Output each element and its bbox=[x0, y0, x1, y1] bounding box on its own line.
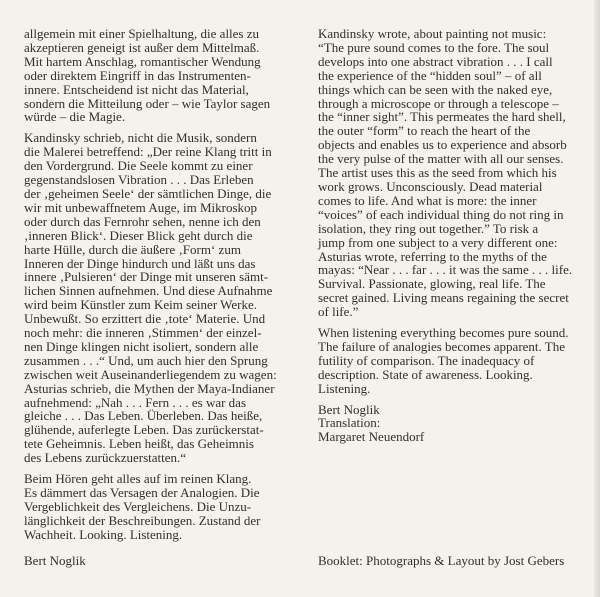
text-line: Survival. Passionate, glowing, real life. The bbox=[318, 276, 546, 292]
text-line: Unbewußt. So erzittert die ‚tote‘ Materie. Und bbox=[24, 311, 266, 327]
text-line: futility of comparison. The inadequacy of bbox=[318, 352, 535, 368]
text-line: things which can be seen with the naked eye, bbox=[318, 81, 553, 97]
paragraph bbox=[318, 403, 583, 445]
text-line: zwischen weit Auseinanderliegendem zu wagen: bbox=[24, 366, 277, 382]
paragraph bbox=[318, 27, 583, 319]
text-line: innere ‚Pulsieren‘ der Dinge mit unseren sämt- bbox=[24, 269, 269, 285]
paragraph bbox=[24, 27, 294, 124]
text-line: tete Geheimnis. Leben heißt, das Geheimnis bbox=[24, 436, 254, 452]
text-line: the experience of the “hidden soul” – of all bbox=[318, 67, 542, 83]
text-line: objects and enables us to experience and absorb bbox=[318, 137, 567, 153]
text-line: the outer “form” to reach the heart of the bbox=[318, 123, 531, 139]
german-text-column bbox=[24, 27, 294, 549]
text-line: Beim Hören geht alles auf im reinen Klang. bbox=[24, 471, 252, 487]
text-line: work grows. Unconsciously. Dead material bbox=[318, 178, 543, 194]
text-line: allgemein mit einer Spielhaltung, die alles zu bbox=[24, 26, 260, 41]
text-line: der ‚geheimen Seele‘ der sämtlichen Dinge, die bbox=[24, 185, 272, 201]
text-line: zusammen . . .“ Und, um auch hier den Sprung bbox=[24, 352, 268, 368]
text-line: jump from one subject to a very different one: bbox=[318, 234, 558, 250]
text-line: The artist uses this as the seed from which his bbox=[318, 165, 557, 181]
text-line: develops into one abstract vibration . . . I call bbox=[318, 53, 553, 69]
text-line: Asturias wrote, referring to the myths of the bbox=[318, 248, 547, 264]
text-line: wird beim Künstler zum Keim seiner Werke. bbox=[24, 297, 258, 313]
text-line: lichen Sinnen aufnehmen. Und diese Aufnahme bbox=[24, 283, 273, 299]
text-line: Asturias schrieb, die Mythen der Maya-Indianer bbox=[24, 380, 275, 396]
text-line: isolation, they ring out together.” To risk a bbox=[318, 220, 539, 236]
text-line: des Lebens zurückzuerstatten.“ bbox=[24, 450, 187, 466]
text-line: Vergeblichkeit des Vergleichens. Die Unzu- bbox=[24, 498, 252, 514]
text-line: Inneren der Dinge hindurch und läßt uns das bbox=[24, 255, 256, 271]
text-line: The failure of analogies becomes apparent. The bbox=[318, 338, 566, 354]
text-line: sondern die Mitteilung oder – wie Taylor sagen bbox=[24, 95, 271, 111]
text-line: innere. Entscheidend ist nicht das Material, bbox=[24, 81, 249, 97]
text-line: “voices” of each individual thing do not ring in bbox=[318, 206, 564, 222]
text-line: die Malerei betreffend: „Der reine Klang tritt in bbox=[24, 144, 272, 160]
text-line: secret gained. Living means regaining the secret bbox=[318, 290, 569, 306]
text-line: gegenstandslosen Vibration . . . Das Erleben bbox=[24, 172, 254, 188]
text-line: würde – die Magie. bbox=[24, 109, 126, 125]
text-line: description. State of awareness. Looking. bbox=[318, 366, 533, 382]
text-line: Translation: bbox=[318, 415, 381, 431]
text-line: Kandinsky wrote, about painting not music: bbox=[318, 26, 547, 41]
text-line: noch mehr: die inneren ‚Stimmen‘ der einzel- bbox=[24, 325, 262, 341]
text-line: gleiche . . . Das Leben. Überleben. Das heiße, bbox=[24, 408, 263, 424]
text-line: comes to life. And what is more: the inner bbox=[318, 192, 537, 208]
text-line: “The pure sound comes to the fore. The soul bbox=[318, 39, 550, 55]
text-line: nen Dinge klingen nicht isoliert, sondern alle bbox=[24, 338, 259, 354]
text-line: oder durch das Fernrohr sehen, nenne ich den bbox=[24, 213, 261, 229]
text-line: When listening everything becomes pure sound. bbox=[318, 325, 569, 341]
text-line: the “inner sight”. This permeates the hard shell, bbox=[318, 109, 566, 125]
text-line: the very pulse of the matter with all our senses. bbox=[318, 151, 564, 167]
text-line: Bert Noglik bbox=[318, 401, 380, 417]
text-line: ‚inneren Blick‘. Dieser Blick geht durch die bbox=[24, 227, 253, 243]
text-line: Wachheit. Looking. Listening. bbox=[24, 526, 183, 542]
text-line: akzeptieren geneigt ist außer dem Mittelmaß. bbox=[24, 39, 260, 55]
author-signature-german: Bert Noglik bbox=[24, 553, 86, 568]
text-line: aufnehmend: „Nah . . . Fern . . . es war das bbox=[24, 394, 247, 410]
text-line: through a microscope or through a telescope – bbox=[318, 95, 559, 111]
paragraph bbox=[318, 326, 583, 396]
text-line: Mit hartem Anschlag, romantischer Wendung bbox=[24, 53, 261, 69]
text-line: glühende, auferlegte Leben. Das zurückerstat- bbox=[24, 422, 264, 438]
text-line: harte Hülle, durch die äußere ‚Form‘ zum bbox=[24, 241, 241, 257]
text-line: wir mit unbewaffnetem Auge, im Mikroskop bbox=[24, 199, 258, 215]
text-line: Kandinsky schrieb, nicht die Musik, sondern bbox=[24, 130, 257, 146]
paragraph bbox=[24, 472, 294, 542]
text-line: Es dämmert das Versagen der Analogien. Die bbox=[24, 485, 260, 500]
text-line: oder direktem Eingriff in das Instrumenten- bbox=[24, 67, 251, 83]
english-text-column bbox=[318, 27, 583, 451]
text-line: Listening. bbox=[318, 380, 371, 396]
text-line: mayas: “Near . . . far . . . it was the same . . . life. bbox=[318, 262, 573, 278]
paragraph bbox=[24, 131, 294, 465]
text-line: Margaret Neuendorf bbox=[318, 429, 425, 445]
text-line: länglichkeit der Beschreibungen. Zustand der bbox=[24, 512, 261, 528]
page-edge-shadow bbox=[594, 0, 600, 597]
booklet-credit: Booklet: Photographs & Layout by Jost Gebers bbox=[318, 553, 565, 568]
text-line: den Vordergrund. Die Seele kommt zu einer bbox=[24, 158, 253, 174]
text-line: of life.” bbox=[318, 304, 359, 320]
